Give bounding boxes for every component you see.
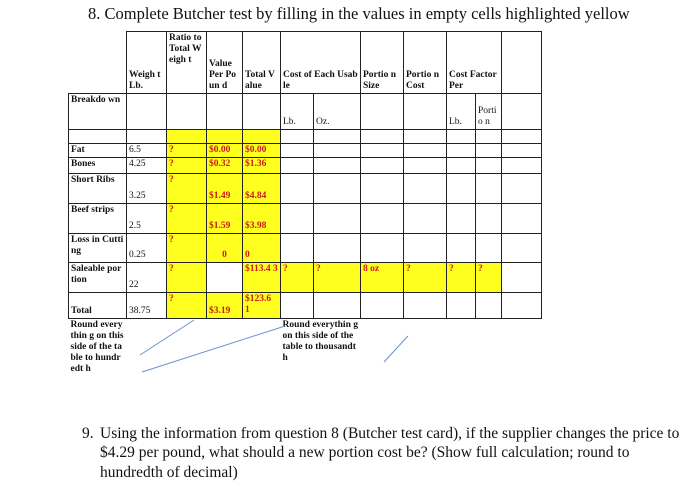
cell-portion-size: 8 oz	[361, 263, 404, 293]
question-9	[82, 424, 682, 482]
cell-value-per-pound: $0.00	[207, 144, 243, 158]
header-portion-size: Portio n Size	[361, 32, 404, 94]
row-label-short-ribs: Short Ribs	[69, 174, 127, 204]
cell-total-value: $4.84	[243, 174, 281, 204]
cell-total-value: $123.6 1	[243, 293, 281, 319]
row-label-bones: Bones	[69, 158, 127, 174]
cell-value-per-pound: $1.59	[207, 204, 243, 234]
row-label-beef-strips: Beef strips	[69, 204, 127, 234]
note-round-thousandth: Round everythin g on this side of the table to thousandt h	[282, 320, 358, 363]
pen-stroke	[142, 326, 285, 372]
question-8-title: 8. Complete Butcher test by filling in the values in empty cells highlighted yellow	[88, 4, 630, 23]
row-label-fat: Fat	[69, 144, 127, 158]
row-label-total: Total	[69, 293, 127, 319]
cell-total-value: $0.00	[243, 144, 281, 158]
cell-ratio: ?	[167, 263, 207, 293]
question-9-text: Using the information from question 8 (Butcher test card), if the supplier changes the price to $4.29 per pound, what should a new portion cost be? (Show full calculation; round to hundredth of decimal)	[100, 425, 680, 481]
sub-header-lb: Lb.	[281, 94, 314, 130]
cell-weight: 2.5	[127, 204, 167, 234]
cell-total-value: 0	[243, 234, 281, 263]
cell-ratio: ?	[167, 204, 207, 234]
header-portion-cost: Portio n Cost	[404, 32, 447, 94]
breakdown-label: Breakdo wn	[69, 94, 127, 130]
cell-total-value: $1.36	[243, 158, 281, 174]
pen-stroke	[384, 336, 408, 362]
cell-weight: 3.25	[127, 174, 167, 204]
header-cost-each-usable: Cost of Each Usable	[281, 32, 361, 94]
header-ratio: Ratio to Total Weigh t	[167, 32, 207, 94]
cell-value-per-pound: $1.49	[207, 174, 243, 204]
cell-ratio: ?	[167, 174, 207, 204]
cell-portion-cost: ?	[404, 263, 447, 293]
cell-total-value: $3.98	[243, 204, 281, 234]
header-weight: Weigh t Lb.	[127, 32, 167, 94]
cell-value-per-pound: $3.19	[207, 293, 243, 319]
cell-ratio: ?	[167, 158, 207, 174]
header-total-value: Total Value	[243, 32, 281, 94]
cell-ratio: ?	[167, 234, 207, 263]
sub-header-cf-lb: Lb.	[447, 94, 476, 130]
cell-cost-each-lb: ?	[281, 263, 314, 293]
cell-value-per-pound: 0	[207, 234, 243, 263]
sub-header-cf-portion: Portio n	[476, 94, 502, 130]
cell-total-value: $113.4 3	[243, 263, 281, 293]
cell-cost-factor-portion: ?	[476, 263, 502, 293]
row-label-loss-in-cutting: Loss in Cutting	[69, 234, 127, 263]
pen-stroke	[140, 320, 194, 355]
cell-weight: 38.75	[127, 293, 167, 319]
header-value-per-pound: Value Per Poun d	[207, 32, 243, 94]
note-round-hundredth: Round everythin g on this side of the table to hundredt h	[70, 320, 124, 374]
cell-cost-each-oz: ?	[314, 263, 361, 293]
cell-cost-factor-lb: ?	[447, 263, 476, 293]
row-label-saleable-portion: Saleable portion	[69, 263, 127, 293]
question-9-number: 9.	[82, 425, 94, 442]
cell-ratio: ?	[167, 293, 207, 319]
cell-ratio: ?	[167, 144, 207, 158]
cell-weight: 6.5	[127, 144, 167, 158]
sub-header-oz: Oz.	[314, 94, 361, 130]
header-cost-factor: Cost Factor Per	[447, 32, 502, 94]
cell-weight: 22	[127, 263, 167, 293]
cell-weight: 0.25	[127, 234, 167, 263]
cell-weight: 4.25	[127, 158, 167, 174]
cell-value-per-pound: $0.32	[207, 158, 243, 174]
